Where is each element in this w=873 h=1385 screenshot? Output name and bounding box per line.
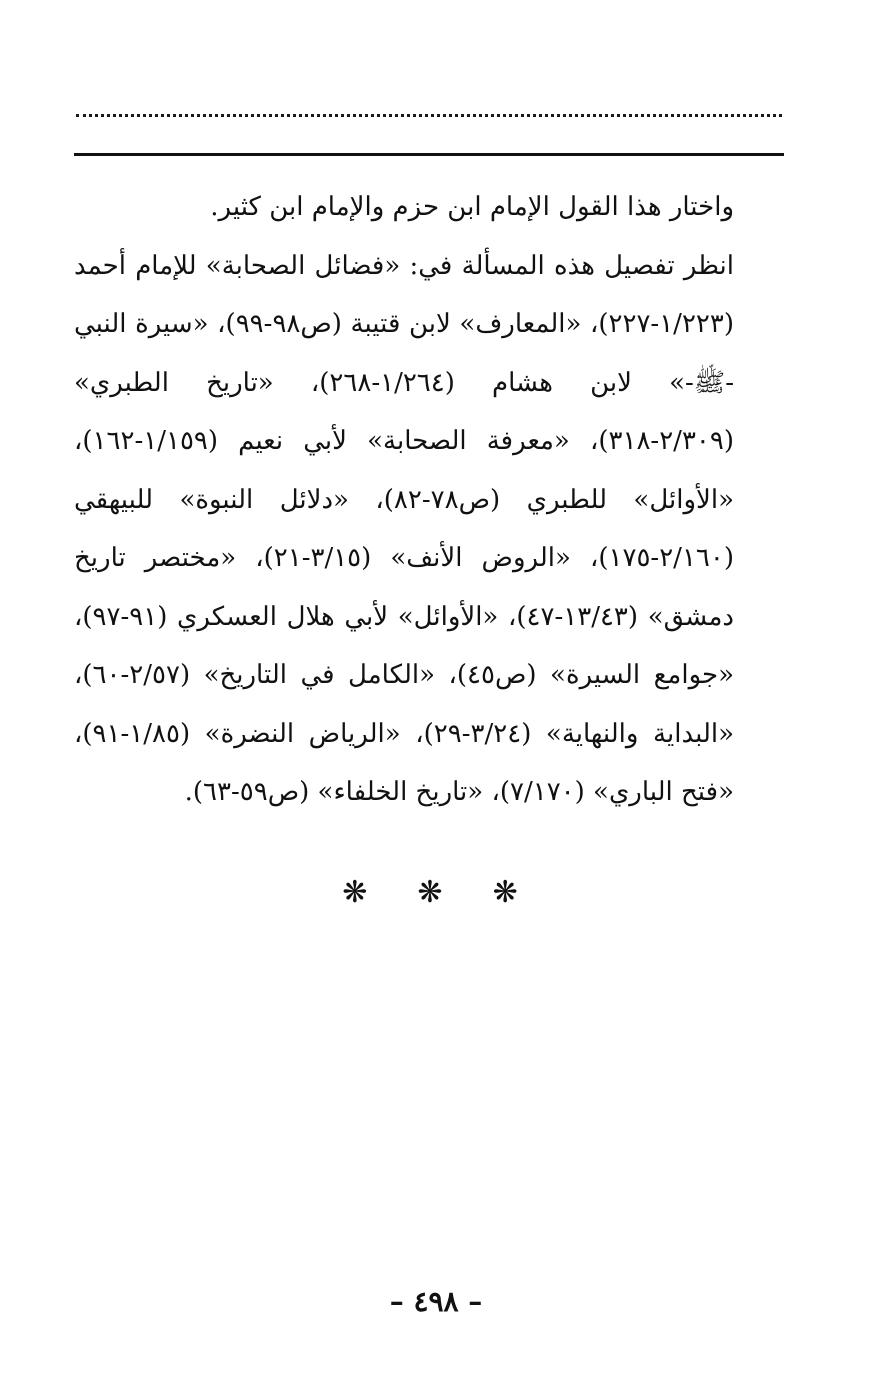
asterisk-icon: ❋	[417, 875, 443, 910]
asterisk-icon: ❋	[342, 875, 368, 910]
paragraph-references: انظر تفصيل هذه المسألة في: «فضائل الصحابة» للإمام أحمد (١/٢٢٣-٢٢٧)، «المعارف» لابن قتيبة (ص٩٨-٩٩)، «سيرة النبي -ﷺ-» لابن هشام (١/٢٦٤-٢٦٨)، «تاريخ الطبري» (٢/٣٠٩-٣١٨)، «معرفة الصحابة» لأبي نعيم (١/١٥٩-١٦٢)، «الأوائل» للطبري (ص٧٨-٨٢)، «دلائل النبوة» للبيهقي (٢/١٦٠-١٧٥)، «الروض الأنف» (٣/١٥-٢١)، «مختصر تاريخ دمشق» (١٣/٤٣-٤٧)، «الأوائل» لأبي هلال العسكري (٩١-٩٧)، «جوامع السيرة» (ص٤٥)، «الكامل في التاريخ» (٢/٥٧-٦٠)، «البداية والنهاية» (٣/٢٤-٢٩)، «الرياض النضرة» (١/٨٥-٩١)، «فتح الباري» (٧/١٧٠)، «تاريخ الخلفاء» (ص٥٩-٦٣).	[74, 250, 734, 807]
page-number: – ٤٩٨ –	[389, 1285, 483, 1318]
paragraph-opinion: واختار هذا القول الإمام ابن حزم والإمام ابن كثير.	[210, 192, 734, 222]
dotted-separator	[76, 114, 782, 117]
horizontal-rule	[74, 153, 784, 156]
asterisk-icon: ❋	[492, 875, 518, 910]
section-separator	[300, 868, 560, 918]
main-text	[74, 178, 734, 822]
